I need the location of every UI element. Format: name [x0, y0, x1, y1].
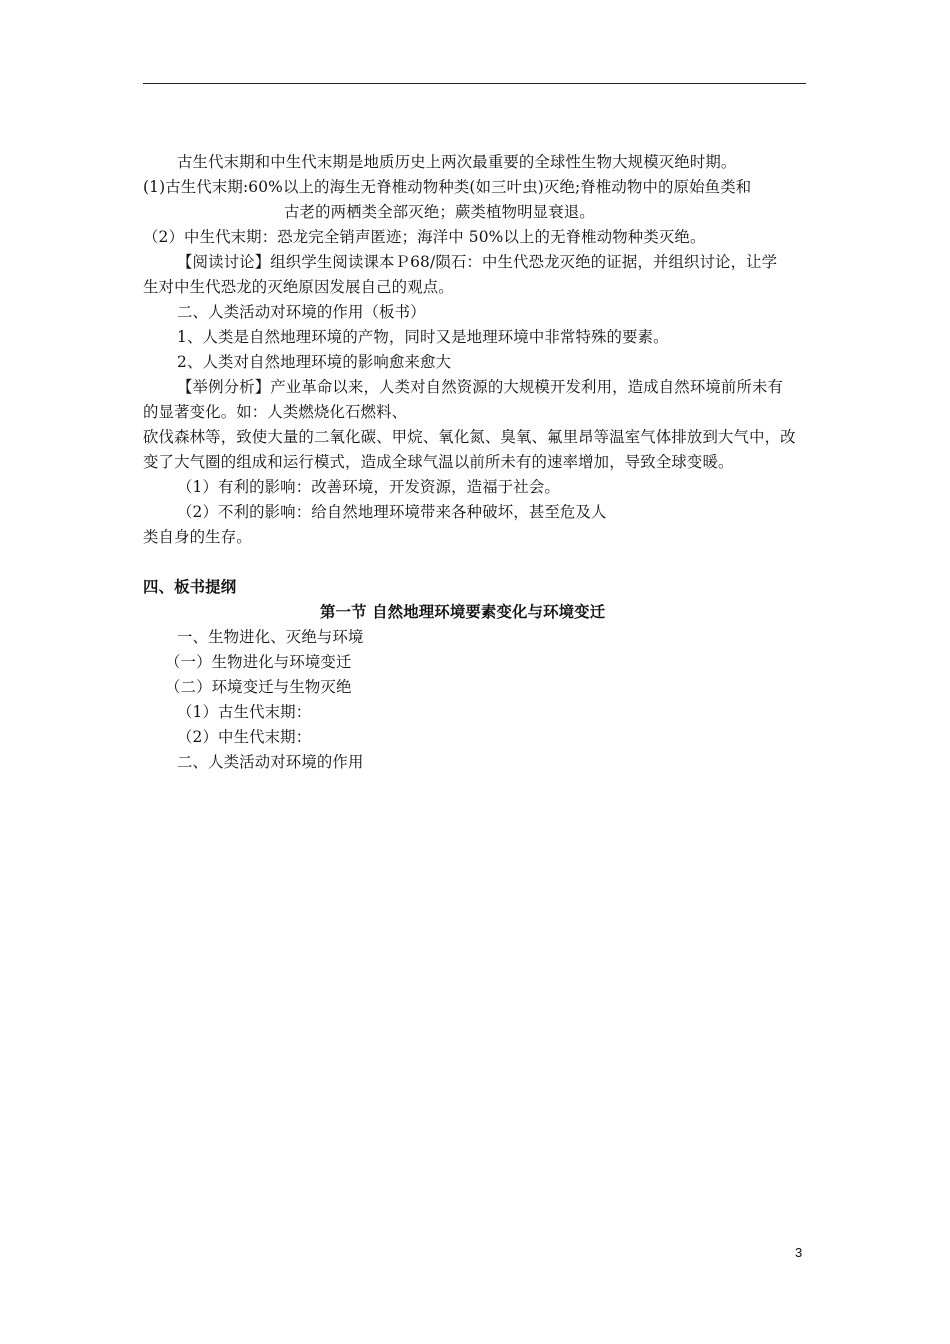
paragraph-example-analysis-cont: 的显著变化。如：人类燃烧化石燃料、 — [143, 403, 408, 421]
paragraph-example-analysis: 【举例分析】产业革命以来，人类对自然资源的大规模开发利用，造成自然环境前所未有 — [177, 378, 784, 396]
paragraph-reading-discussion: 【阅读讨论】组织学生阅读课本Ｐ68/陨石：中生代恐龙灭绝的证据，并组织讨论，让学 — [177, 253, 778, 271]
outline-item: （2）中生代末期： — [177, 728, 312, 746]
point-one: 1、人类是自然地理环境的产物，同时又是地理环境中非常特殊的要素。 — [177, 328, 669, 346]
outline-heading: 四、板书提纲 — [143, 578, 237, 596]
outline-title: 第一节 自然地理环境要素变化与环境变迁 — [320, 603, 606, 621]
paragraph-reading-discussion-cont: 生对中生代恐龙的灭绝原因发展自己的观点。 — [143, 278, 454, 296]
header-rule — [143, 83, 806, 84]
point-favorable-impact: （1）有利的影响：改善环境，开发资源，造福于社会。 — [177, 478, 560, 496]
outline-item: 二、人类活动对环境的作用 — [177, 753, 364, 771]
paragraph-greenhouse-gases: 砍伐森林等，致使大量的二氧化碳、甲烷、氧化氮、臭氧、氟里昂等温室气体排放到大气中，改 — [143, 428, 796, 446]
paragraph-extinction-intro: 古生代末期和中生代末期是地质历史上两次最重要的全球性生物大规模灭绝时期。 — [177, 153, 737, 171]
point-unfavorable-impact: （2）不利的影响：给自然地理环境带来各种破坏，甚至危及人 — [177, 503, 607, 521]
outline-item: 一、生物进化、灭绝与环境 — [177, 628, 364, 646]
paragraph-greenhouse-gases-cont: 变了大气圈的组成和运行模式，造成全球气温以前所未有的速率增加，导致全球变暖。 — [143, 453, 734, 471]
point-two: 2、人类对自然地理环境的影响愈来愈大 — [177, 353, 452, 371]
page-number: 3 — [795, 1245, 803, 1260]
paragraph-mesozoic-end: （2）中生代末期：恐龙完全销声匿迹；海洋中 50%以上的无脊椎动物种类灭绝。 — [143, 228, 706, 246]
outline-item: （1）古生代末期： — [177, 703, 312, 721]
point-unfavorable-impact-cont: 类自身的生存。 — [143, 528, 252, 546]
outline-item: （二）环境变迁与生物灭绝 — [165, 678, 352, 696]
outline-item: （一）生物进化与环境变迁 — [165, 653, 352, 671]
section-human-activity: 二、人类活动对环境的作用（板书） — [177, 303, 426, 321]
paragraph-paleozoic-end-cont: 古老的两栖类全部灭绝；蕨类植物明显衰退。 — [284, 203, 595, 221]
paragraph-paleozoic-end: (1)古生代末期:60%以上的海生无脊椎动物种类(如三叶虫)灭绝;脊椎动物中的原始鱼类和 — [143, 178, 752, 196]
